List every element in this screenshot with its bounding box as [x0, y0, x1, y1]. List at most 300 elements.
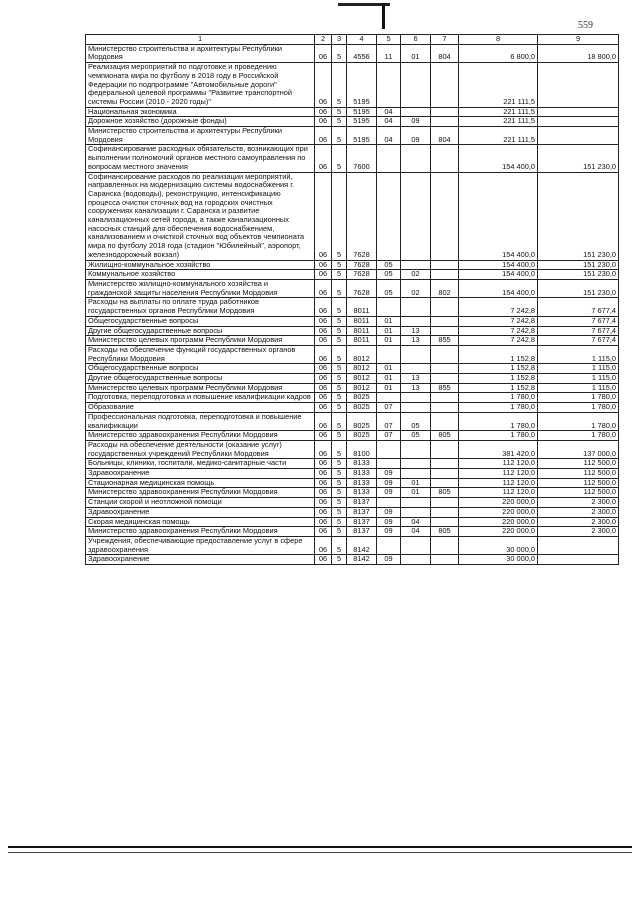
table-cell: 18 800,0 [538, 44, 619, 62]
table-cell: 06 [315, 469, 332, 479]
table-cell: 13 [401, 374, 431, 384]
table-cell: 5 [332, 117, 347, 127]
table-cell: 09 [377, 469, 401, 479]
table-cell: 06 [315, 63, 332, 108]
table-cell [538, 555, 619, 565]
table-cell: Общегосударственные вопросы [86, 316, 315, 326]
table-cell: 805 [431, 527, 459, 537]
table-cell: 5195 [347, 63, 377, 108]
table-cell: Министерство жилищно-коммунального хозяйства и гражданской защиты населения Республики Мордовия [86, 279, 315, 297]
table-cell: 1 780,0 [459, 431, 538, 441]
table-cell [377, 536, 401, 554]
table-cell: 06 [315, 336, 332, 346]
table-row [86, 117, 619, 127]
table-cell: Министерство строительства и архитектуры Республики Мордовия [86, 127, 315, 145]
table-cell: 2 300,0 [538, 517, 619, 527]
table-cell: 8012 [347, 345, 377, 363]
table-row [86, 145, 619, 172]
table-cell: 5 [332, 507, 347, 517]
table-cell [377, 298, 401, 316]
table-cell: 09 [377, 555, 401, 565]
table-cell: Министерство целевых программ Республики Мордовия [86, 336, 315, 346]
table-cell: 5 [332, 145, 347, 172]
table-cell: 7 242,8 [459, 326, 538, 336]
table-cell [401, 459, 431, 469]
table-cell: 05 [401, 431, 431, 441]
table-cell: Коммунальное хозяйство [86, 270, 315, 280]
table-cell: 7 677,4 [538, 298, 619, 316]
table-cell: 5 [332, 459, 347, 469]
table-cell [431, 393, 459, 403]
table-cell [431, 374, 459, 384]
table-cell: 8142 [347, 555, 377, 565]
table-cell [431, 145, 459, 172]
table-cell: 11 [377, 44, 401, 62]
header-cell: 4 [347, 35, 377, 45]
table-cell [401, 469, 431, 479]
table-cell: Расходы на обеспечение деятельности (оказание услуг) государственных учреждений Республики Мордовия [86, 440, 315, 458]
table-cell [431, 63, 459, 108]
table-cell: 06 [315, 536, 332, 554]
header-cell: 7 [431, 35, 459, 45]
table-cell: 7 677,4 [538, 316, 619, 326]
table-cell: 06 [315, 374, 332, 384]
table-cell: 5 [332, 536, 347, 554]
header-cell: 2 [315, 35, 332, 45]
table-cell [401, 107, 431, 117]
table-cell: 04 [401, 527, 431, 537]
table-cell [401, 440, 431, 458]
table-cell: 01 [377, 316, 401, 326]
table-cell: 5195 [347, 127, 377, 145]
table-cell: 2 300,0 [538, 498, 619, 508]
table-cell: Дорожное хозяйство (дорожные фонды) [86, 117, 315, 127]
table-cell: Скорая медицинская помощь [86, 517, 315, 527]
table-cell [377, 459, 401, 469]
table-cell: 5 [332, 383, 347, 393]
table-cell: 1 780,0 [538, 431, 619, 441]
table-cell: 5 [332, 270, 347, 280]
table-cell [431, 270, 459, 280]
table-cell: 05 [401, 412, 431, 430]
table-cell: 221 111,5 [459, 117, 538, 127]
table-cell: 06 [315, 517, 332, 527]
table-cell: 06 [315, 298, 332, 316]
table-cell: 13 [401, 336, 431, 346]
table-cell: 5 [332, 440, 347, 458]
table-cell: 220 000,0 [459, 517, 538, 527]
table-cell: 2 300,0 [538, 527, 619, 537]
table-cell: 154 400,0 [459, 279, 538, 297]
table-cell: 7 242,8 [459, 316, 538, 326]
table-row [86, 298, 619, 316]
table-cell: 154 400,0 [459, 270, 538, 280]
table-cell: 8100 [347, 440, 377, 458]
table-cell: 5 [332, 63, 347, 108]
table-cell: 804 [431, 44, 459, 62]
table-cell [431, 440, 459, 458]
table-cell: 06 [315, 527, 332, 537]
table-cell: 151 230,0 [538, 270, 619, 280]
table-cell: 855 [431, 383, 459, 393]
table-cell: Другие общегосударственные вопросы [86, 374, 315, 384]
table-row [86, 383, 619, 393]
table-row [86, 469, 619, 479]
table-cell: 112 120,0 [459, 459, 538, 469]
table-cell: 02 [401, 279, 431, 297]
table-cell: 01 [377, 326, 401, 336]
table-cell: 06 [315, 270, 332, 280]
table-row [86, 260, 619, 270]
table-cell: 5 [332, 326, 347, 336]
table-cell: 06 [315, 403, 332, 413]
table-cell: Станции скорой и неотложной помощи [86, 498, 315, 508]
table-row [86, 326, 619, 336]
table-cell: 804 [431, 127, 459, 145]
table-cell: 1 115,0 [538, 364, 619, 374]
table-cell: Министерство целевых программ Республики Мордовия [86, 383, 315, 393]
scan-mark-vertical [382, 3, 385, 29]
table-cell: 8133 [347, 469, 377, 479]
table-cell: 5 [332, 469, 347, 479]
bottom-rule-thin [8, 852, 632, 853]
table-row [86, 127, 619, 145]
table-cell [377, 345, 401, 363]
table-cell: 5195 [347, 107, 377, 117]
table-cell: 5 [332, 555, 347, 565]
table-cell [431, 469, 459, 479]
table-cell: 154 400,0 [459, 260, 538, 270]
table-row [86, 63, 619, 108]
table-cell: 7 242,8 [459, 298, 538, 316]
table-cell: 802 [431, 279, 459, 297]
table-cell [538, 117, 619, 127]
table-cell: 4556 [347, 44, 377, 62]
table-cell: 5 [332, 316, 347, 326]
table-cell: Министерство строительства и архитектуры Республики Мордовия [86, 44, 315, 62]
table-cell: 01 [401, 44, 431, 62]
table-cell: 01 [401, 478, 431, 488]
table-cell: 01 [401, 488, 431, 498]
table-cell: 06 [315, 478, 332, 488]
table-cell: 13 [401, 326, 431, 336]
table-cell: Подготовка, переподготовка и повышение квалификации кадров [86, 393, 315, 403]
table-cell [431, 517, 459, 527]
table-row [86, 374, 619, 384]
table-cell: 5 [332, 488, 347, 498]
table-cell: Общегосударственные вопросы [86, 364, 315, 374]
table-cell: 112 500,0 [538, 478, 619, 488]
table-cell: 30 000,0 [459, 536, 538, 554]
table-cell: 151 230,0 [538, 260, 619, 270]
table-cell: 220 000,0 [459, 527, 538, 537]
table-cell: 8012 [347, 383, 377, 393]
header-cell: 3 [332, 35, 347, 45]
table-cell: 8133 [347, 459, 377, 469]
table-cell: 01 [377, 383, 401, 393]
table-row [86, 336, 619, 346]
table-cell [401, 507, 431, 517]
table-cell [401, 536, 431, 554]
table-cell: 8011 [347, 298, 377, 316]
table-cell: 07 [377, 412, 401, 430]
table-cell [431, 316, 459, 326]
table-cell: 01 [377, 374, 401, 384]
table-cell: 04 [377, 127, 401, 145]
table-cell: 5 [332, 403, 347, 413]
table-cell: 8012 [347, 374, 377, 384]
table-cell: 1 152,8 [459, 374, 538, 384]
table-cell: 8133 [347, 478, 377, 488]
table-row [86, 527, 619, 537]
table-cell [538, 107, 619, 117]
table-cell: 09 [377, 488, 401, 498]
table-cell: Реализация мероприятий по подготовке и проведению чемпионата мира по футболу в 2018 году в Российской Федерации по подпрограмме "Автомобильные дороги" федеральной целевой программы "Развитие транспортной системы России (2010 - 2020 годы)" [86, 63, 315, 108]
table-cell: 5 [332, 172, 347, 260]
table-cell: 06 [315, 364, 332, 374]
table-cell: Стационарная медицинская помощь [86, 478, 315, 488]
table-cell [377, 498, 401, 508]
table-cell: 1 152,8 [459, 364, 538, 374]
table-cell: 154 400,0 [459, 145, 538, 172]
table-cell: 855 [431, 336, 459, 346]
table-cell: 112 500,0 [538, 469, 619, 479]
table-cell: 07 [377, 403, 401, 413]
table-row [86, 498, 619, 508]
table-cell: 8011 [347, 316, 377, 326]
table-cell: 6 800,0 [459, 44, 538, 62]
table-cell [401, 145, 431, 172]
table-cell [401, 298, 431, 316]
table-cell: Национальная экономика [86, 107, 315, 117]
table-cell: 07 [377, 431, 401, 441]
table-row [86, 431, 619, 441]
table-cell: 1 780,0 [538, 412, 619, 430]
table-cell: Министерство здравоохранения Республики Мордовия [86, 431, 315, 441]
table-cell [377, 393, 401, 403]
table-cell: 5 [332, 364, 347, 374]
table-cell: 06 [315, 431, 332, 441]
table-cell: 1 152,8 [459, 345, 538, 363]
table-cell: 5 [332, 527, 347, 537]
budget-table [85, 34, 619, 565]
table-row [86, 107, 619, 117]
table-cell: 5 [332, 260, 347, 270]
table-row [86, 536, 619, 554]
table-cell: 8025 [347, 412, 377, 430]
table-cell: Расходы на выплаты по оплате труда работников государственных органов Республики Мордовия [86, 298, 315, 316]
table-row [86, 270, 619, 280]
table-row [86, 459, 619, 469]
table-cell: 13 [401, 383, 431, 393]
table-cell: 8137 [347, 527, 377, 537]
table-cell: 06 [315, 440, 332, 458]
table-cell: 5 [332, 127, 347, 145]
table-cell: 06 [315, 260, 332, 270]
table-cell [401, 172, 431, 260]
table-cell: Здравоохранение [86, 555, 315, 565]
table-cell: 221 111,5 [459, 107, 538, 117]
table-cell: 06 [315, 498, 332, 508]
table-cell: 220 000,0 [459, 507, 538, 517]
table-cell: 06 [315, 488, 332, 498]
table-cell [401, 316, 431, 326]
table-cell [431, 298, 459, 316]
table-cell [401, 260, 431, 270]
table-cell: 06 [315, 507, 332, 517]
table-cell [431, 507, 459, 517]
table-row [86, 364, 619, 374]
page-number: 559 [578, 20, 593, 31]
table-cell: Жилищно-коммунальное хозяйство [86, 260, 315, 270]
table-cell: 5 [332, 298, 347, 316]
table-cell: 06 [315, 393, 332, 403]
table-row [86, 440, 619, 458]
table-cell: 7 242,8 [459, 336, 538, 346]
table-cell: 1 115,0 [538, 345, 619, 363]
table-cell: 151 230,0 [538, 145, 619, 172]
table-cell: 5 [332, 336, 347, 346]
table-cell [538, 63, 619, 108]
table-cell: 09 [377, 527, 401, 537]
table-cell [401, 403, 431, 413]
table-cell: 5 [332, 498, 347, 508]
table-cell: Софинансирование расходов по реализации мероприятий, направленных на модернизацию системы водоснабжения г. Саранска (водоводы), реконструкцию, интенсификацию процесса очистки сточных вод на городских очистных сооружениях канализации г. Саранска и развитие канализационных сетей города, а также канализационных насосных станций для обеспечения водоснабжением, канализованием и очисткой сточных вод объектов чемпионата мира по футболу 2018 года (стадион "Юбилейный", аэропорт, железнодорожный вокзал) [86, 172, 315, 260]
table-cell: 09 [377, 517, 401, 527]
table-cell: 06 [315, 412, 332, 430]
table-cell [401, 555, 431, 565]
table-cell: 112 120,0 [459, 469, 538, 479]
table-cell [431, 555, 459, 565]
table-cell [401, 63, 431, 108]
table-cell: 04 [401, 517, 431, 527]
table-cell: 01 [377, 336, 401, 346]
table-cell: 8011 [347, 326, 377, 336]
table-cell [401, 393, 431, 403]
table-cell: 8137 [347, 507, 377, 517]
table-cell [431, 326, 459, 336]
table-cell: 5 [332, 279, 347, 297]
table-cell: 112 500,0 [538, 459, 619, 469]
table-cell [377, 172, 401, 260]
table-cell: 805 [431, 488, 459, 498]
table-cell: 8142 [347, 536, 377, 554]
table-cell: Здравоохранение [86, 469, 315, 479]
table-cell [538, 536, 619, 554]
table-cell: 5 [332, 431, 347, 441]
table-cell: 112 500,0 [538, 488, 619, 498]
table-cell: 05 [377, 279, 401, 297]
table-cell: 06 [315, 383, 332, 393]
table-cell: 7628 [347, 270, 377, 280]
table-cell [431, 260, 459, 270]
table-cell: 7628 [347, 260, 377, 270]
header-cell: 8 [459, 35, 538, 45]
table-cell: 8025 [347, 403, 377, 413]
table-cell: 09 [401, 117, 431, 127]
table-cell [431, 536, 459, 554]
table-cell: 151 230,0 [538, 172, 619, 260]
table-cell: 5 [332, 412, 347, 430]
table-row [86, 44, 619, 62]
table-cell: 8025 [347, 431, 377, 441]
table-cell: 02 [401, 270, 431, 280]
table-cell: 221 111,5 [459, 127, 538, 145]
table-cell: 8012 [347, 364, 377, 374]
table-row [86, 555, 619, 565]
table-cell: Учреждения, обеспечивающие предоставление услуг в сфере здравоохранения [86, 536, 315, 554]
table-cell: 137 000,0 [538, 440, 619, 458]
table-cell: 06 [315, 107, 332, 117]
table-cell [431, 345, 459, 363]
table-cell: 5 [332, 345, 347, 363]
table-cell: 151 230,0 [538, 279, 619, 297]
table-cell: Больницы, клиники, госпитали, медико-санитарные части [86, 459, 315, 469]
table-cell: 5195 [347, 117, 377, 127]
table-cell [431, 412, 459, 430]
table-row [86, 279, 619, 297]
table-cell: 1 780,0 [538, 393, 619, 403]
table-cell: 5 [332, 393, 347, 403]
table-row [86, 507, 619, 517]
table-cell: 05 [377, 260, 401, 270]
table-cell [431, 459, 459, 469]
table-cell: 2 300,0 [538, 507, 619, 517]
table-cell: 5 [332, 107, 347, 117]
table-cell: 8137 [347, 498, 377, 508]
table-cell: 805 [431, 431, 459, 441]
table-cell: 06 [315, 326, 332, 336]
table-cell: 30 000,0 [459, 555, 538, 565]
table-cell: 06 [315, 316, 332, 326]
header-cell: 9 [538, 35, 619, 45]
table-cell: Министерство здравоохранения Республики Мордовия [86, 527, 315, 537]
table-cell: 06 [315, 345, 332, 363]
table-cell: 8133 [347, 488, 377, 498]
table-cell [431, 172, 459, 260]
table-row [86, 517, 619, 527]
table-row [86, 412, 619, 430]
table-cell: 154 400,0 [459, 172, 538, 260]
table-cell: 381 420,0 [459, 440, 538, 458]
table-cell: 220 000,0 [459, 498, 538, 508]
table-cell [401, 364, 431, 374]
table-cell: 04 [377, 117, 401, 127]
table-cell: 1 152,8 [459, 383, 538, 393]
table-cell: 7628 [347, 279, 377, 297]
table-cell: Другие общегосударственные вопросы [86, 326, 315, 336]
table-cell: 01 [377, 364, 401, 374]
table-cell: 1 780,0 [459, 403, 538, 413]
table-cell: 06 [315, 279, 332, 297]
table-cell: 06 [315, 145, 332, 172]
table-row [86, 345, 619, 363]
table-cell [431, 403, 459, 413]
table-row [86, 478, 619, 488]
table-cell: Здравоохранение [86, 507, 315, 517]
table-cell: 7 677,4 [538, 336, 619, 346]
table-cell: 09 [377, 507, 401, 517]
table-row [86, 172, 619, 260]
table-cell [377, 145, 401, 172]
table-cell: 7600 [347, 145, 377, 172]
table-header-row [86, 35, 619, 45]
table-cell: 8025 [347, 393, 377, 403]
table-cell: 06 [315, 117, 332, 127]
table-cell [431, 364, 459, 374]
table-cell: 05 [377, 270, 401, 280]
table-cell: 1 780,0 [459, 393, 538, 403]
